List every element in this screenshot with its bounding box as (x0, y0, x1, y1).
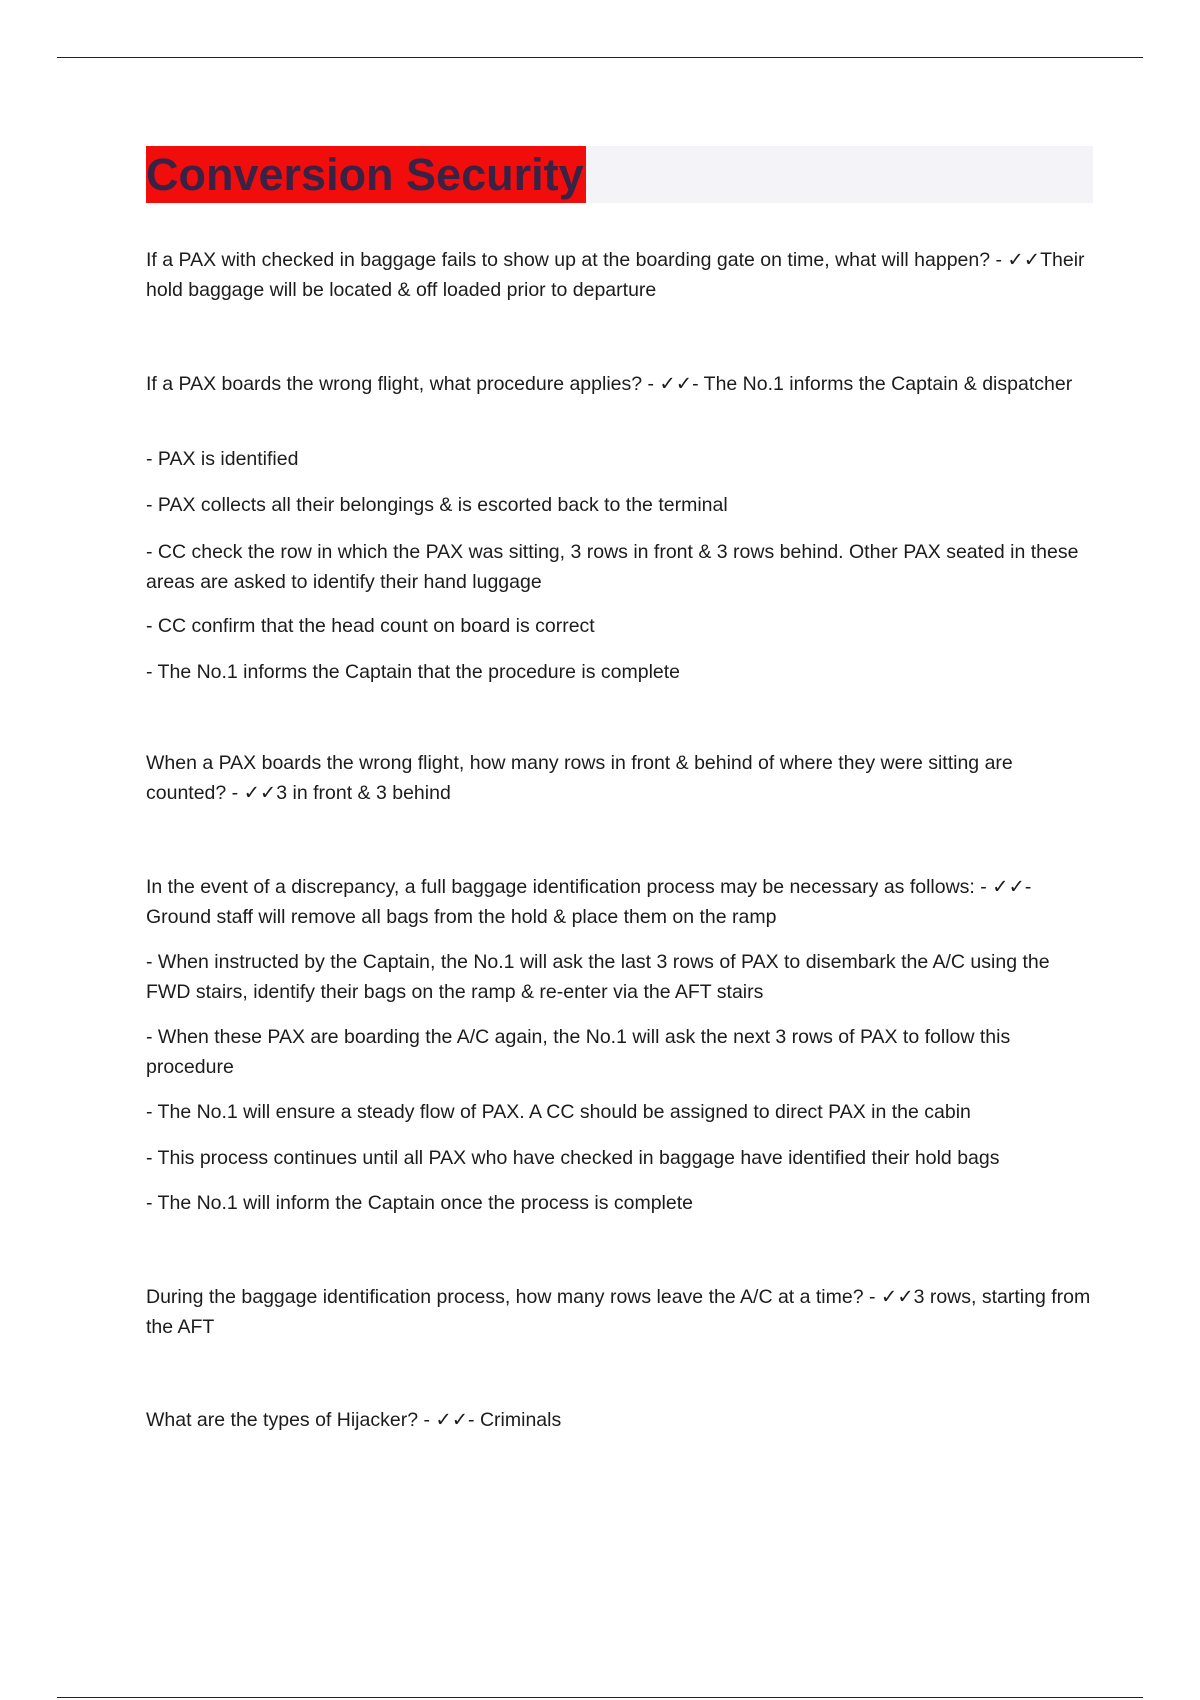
qa-paragraph-2: If a PAX boards the wrong flight, what procedure applies? - ✓✓- The No.1 informs the Captain & dispatcher (146, 373, 1073, 395)
qa-paragraph-5: During the baggage identification process, how many rows leave the A/C at a time? - ✓✓3 rows, starting from the AFT (146, 1286, 1091, 1338)
qa-paragraph-4: In the event of a discrepancy, a full baggage identification process may be necessary as follows: - ✓✓- Ground staff will remove all bags from the hold & place them on the ramp (146, 876, 1032, 928)
qa-paragraph-6: What are the types of Hijacker? - ✓✓- Criminals (146, 1409, 562, 1431)
document-title: Conversion Security (146, 149, 584, 200)
top-rule (57, 57, 1143, 58)
qa-paragraph-1: If a PAX with checked in baggage fails to show up at the boarding gate on time, what will happen? - ✓✓Their hold baggage will be located & off loaded prior to departure (146, 249, 1085, 301)
qa-paragraph-3: When a PAX boards the wrong flight, how many rows in front & behind of where they were sitting are counted? - ✓✓3 in front & 3 behind (146, 752, 1013, 804)
list-item: - The No.1 will ensure a steady flow of PAX. A CC should be assigned to direct PAX in the cabin (146, 1101, 971, 1123)
list-item: - PAX collects all their belongings & is escorted back to the terminal (146, 494, 728, 516)
list-item: - PAX is identified (146, 448, 299, 470)
title-highlight (146, 146, 586, 203)
list-item: - When these PAX are boarding the A/C again, the No.1 will ask the next 3 rows of PAX to follow this procedure (146, 1026, 1011, 1078)
list-item: - CC check the row in which the PAX was sitting, 3 rows in front & 3 rows behind. Other PAX seated in these areas are asked to identify their hand luggage (146, 541, 1079, 593)
bottom-rule (57, 1697, 1143, 1698)
list-item: - When instructed by the Captain, the No.1 will ask the last 3 rows of PAX to disembark the A/C using the FWD stairs, identify their bags on the ramp & re-enter via the AFT stairs (146, 951, 1050, 1003)
list-item: - The No.1 will inform the Captain once the process is complete (146, 1192, 693, 1214)
list-item: - CC confirm that the head count on board is correct (146, 615, 595, 637)
list-item: - The No.1 informs the Captain that the procedure is complete (146, 661, 681, 683)
list-item: - This process continues until all PAX who have checked in baggage have identified their hold bags (146, 1147, 1000, 1169)
